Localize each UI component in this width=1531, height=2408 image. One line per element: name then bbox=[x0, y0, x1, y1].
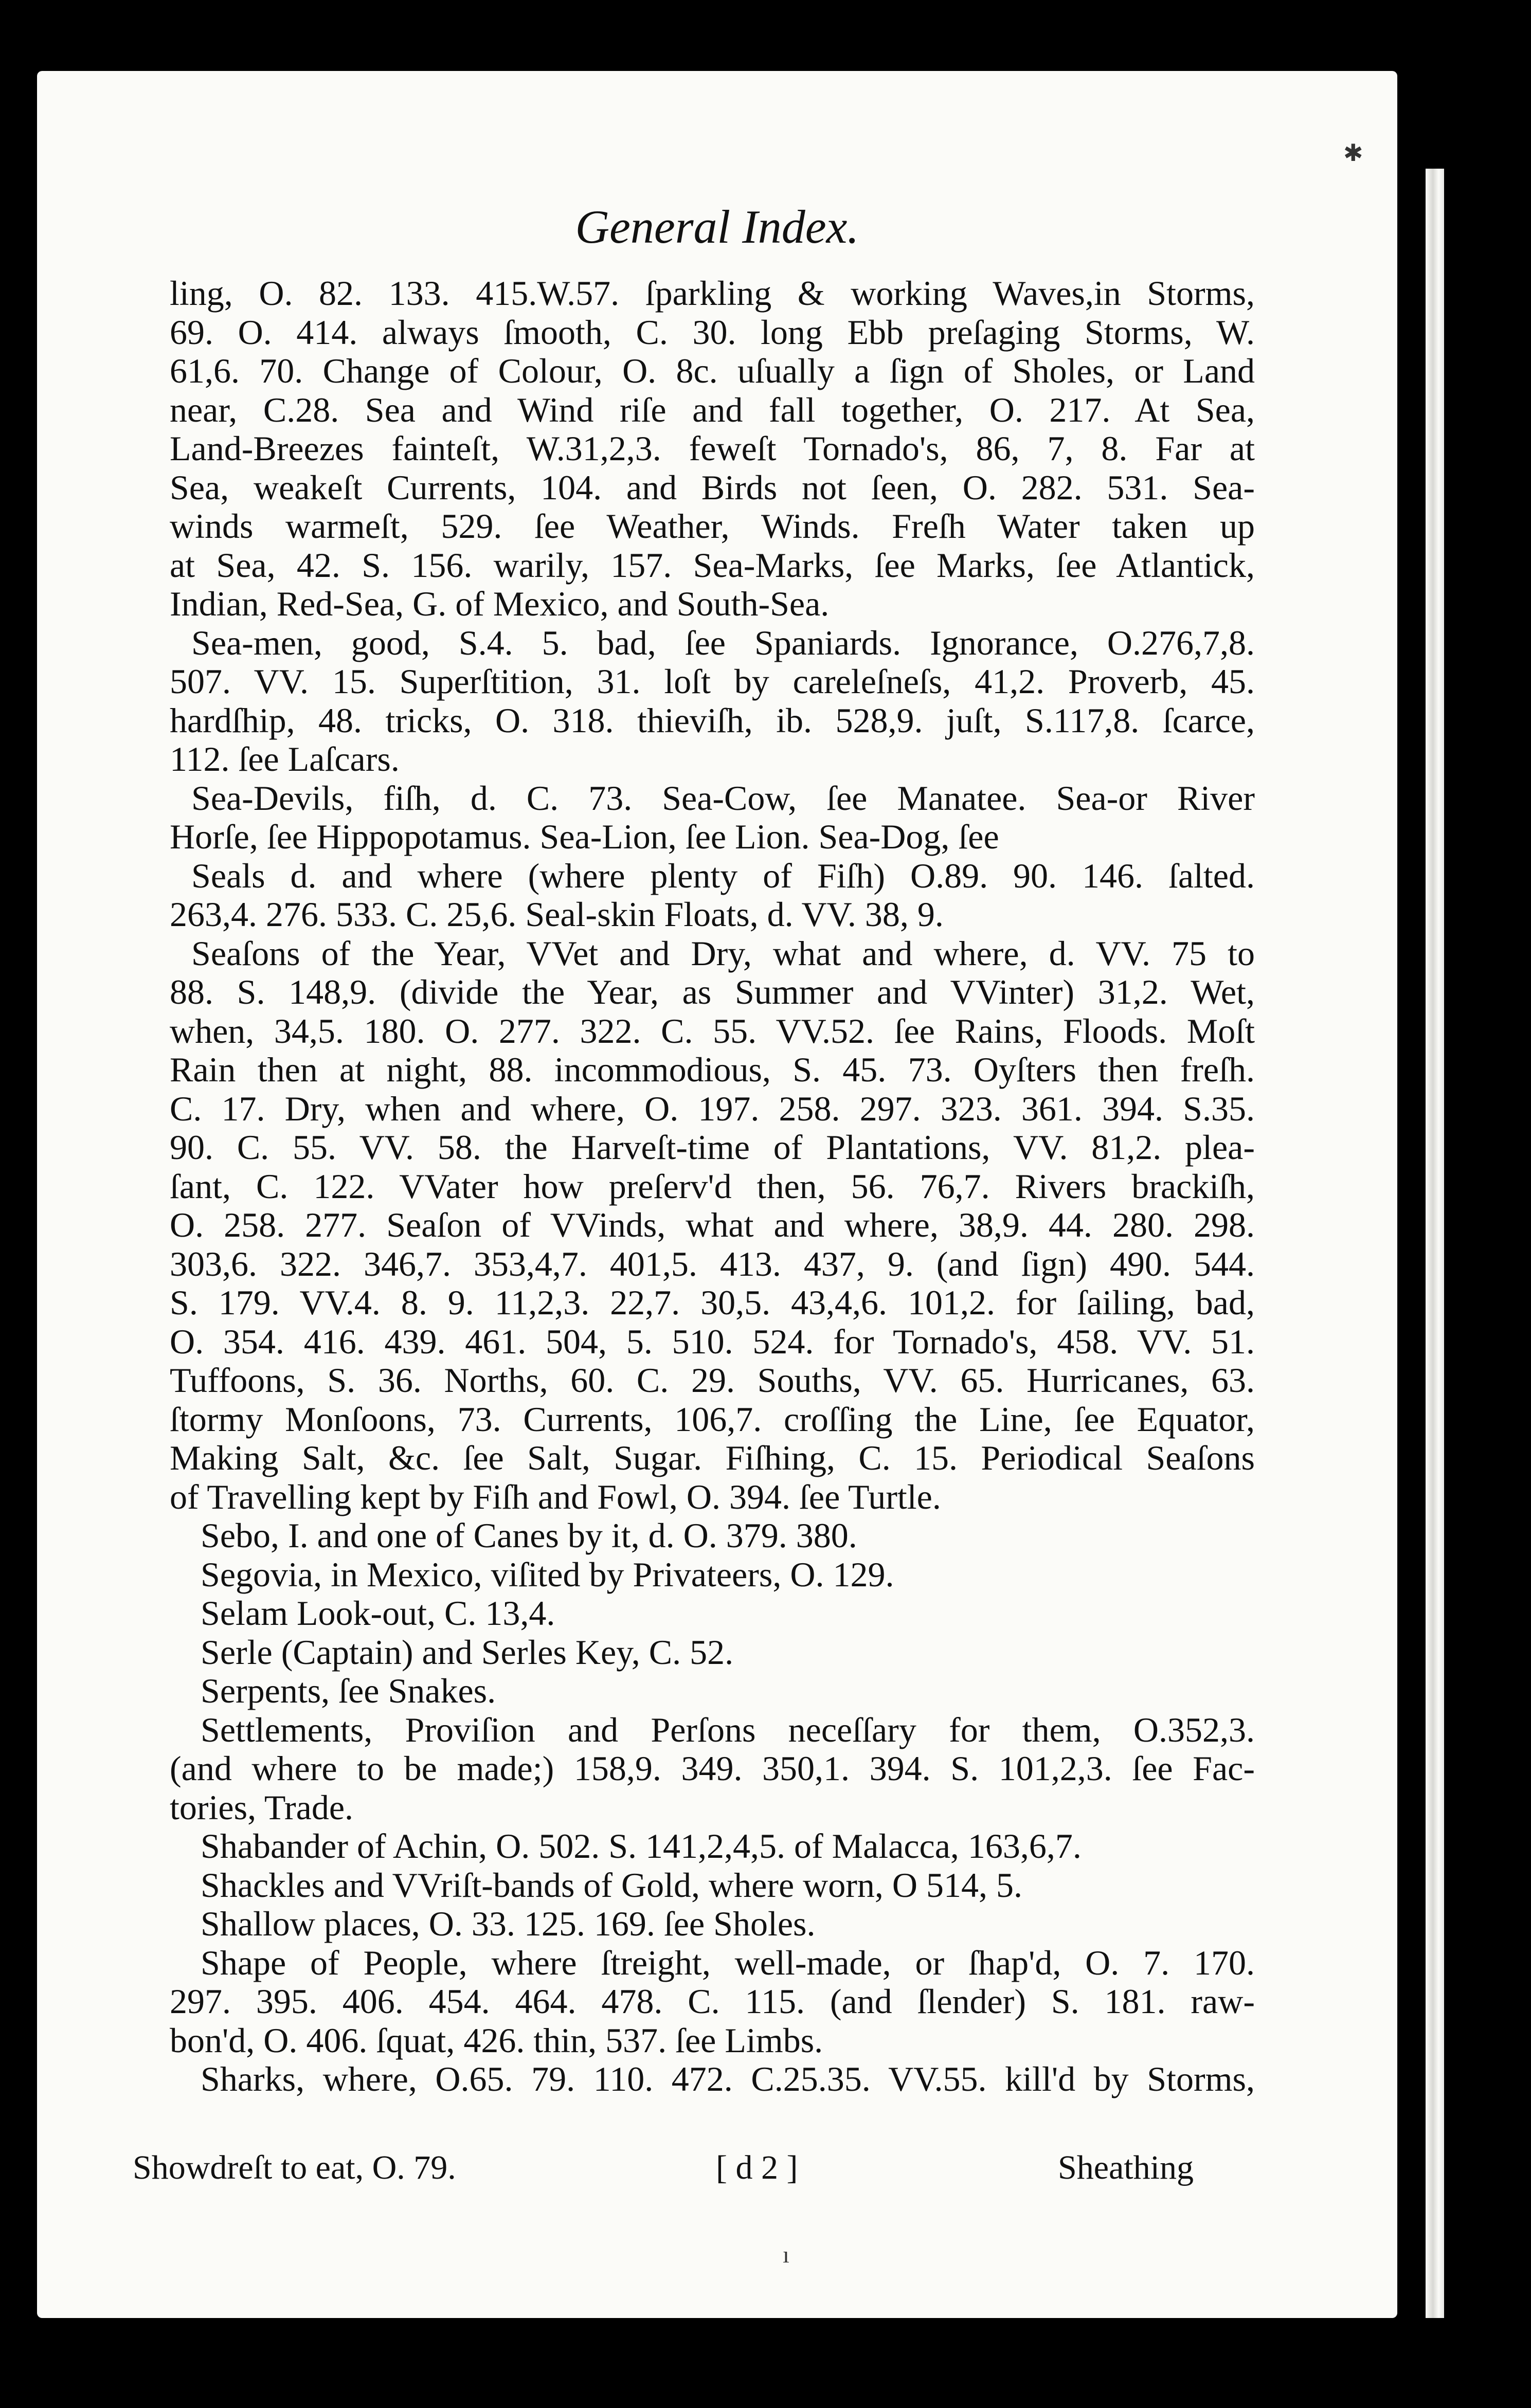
index-line: 303,6. 322. 346,7. 353,4,7. 401,5. 413. 437, 9. (and ſign) 490. 544. bbox=[170, 1244, 1255, 1283]
ink-speck: ı bbox=[783, 2241, 789, 2268]
index-line: O. 258. 277. Seaſon of VVinds, what and where, 38,9. 44. 280. 298. bbox=[170, 1205, 1255, 1244]
ink-speck: ✱ bbox=[1343, 140, 1363, 166]
index-page bbox=[37, 71, 1397, 2318]
index-line: Segovia, in Mexico, viſited by Privateers, O. 129. bbox=[201, 1554, 894, 1594]
index-line: Sea-Devils, fiſh, d. C. 73. Sea-Cow, ſee Manatee. Sea-or River bbox=[191, 778, 1255, 818]
index-line: Selam Look-out, C. 13,4. bbox=[201, 1594, 555, 1633]
index-line: Sebo, I. and one of Canes by it, d. O. 379. 380. bbox=[201, 1516, 857, 1555]
index-line: of Travelling kept by Fiſh and Fowl, O. 394. ſee Turtle. bbox=[170, 1477, 941, 1516]
index-line: 90. C. 55. VV. 58. the Harveſt-time of Plantations, VV. 81,2. plea- bbox=[170, 1128, 1255, 1167]
index-line: when, 34,5. 180. O. 277. 322. C. 55. VV.52. ſee Rains, Floods. Moſt bbox=[170, 1011, 1255, 1051]
index-line: Shabander of Achin, O. 502. S. 141,2,4,5. of Malacca, 163,6,7. bbox=[201, 1826, 1082, 1866]
index-line: winds warmeſt, 529. ſee Weather, Winds. Freſh Water taken up bbox=[170, 506, 1255, 546]
index-line: Seaſons of the Year, VVet and Dry, what and where, d. VV. 75 to bbox=[191, 933, 1255, 973]
index-line: Seals d. and where (where plenty of Fiſh) O.89. 90. 146. ſalted. bbox=[191, 856, 1255, 895]
signature-mark: [ d 2 ] bbox=[716, 2149, 798, 2186]
index-line: Tuffoons, S. 36. Norths, 60. C. 29. Souths, VV. 65. Hurricanes, 63. bbox=[170, 1361, 1255, 1400]
index-line: Serpents, ſee Snakes. bbox=[201, 1671, 496, 1710]
index-line: tories, Trade. bbox=[170, 1787, 353, 1827]
index-line: 88. S. 148,9. (divide the Year, as Summer and VVinter) 31,2. Wet, bbox=[170, 972, 1255, 1011]
index-line: 112. ſee Laſcars. bbox=[170, 739, 400, 778]
index-line: bon'd, O. 406. ſquat, 426. thin, 537. ſee Limbs. bbox=[170, 2020, 823, 2060]
index-line: Shallow places, O. 33. 125. 169. ſee Sholes. bbox=[201, 1904, 816, 1943]
index-line: C. 17. Dry, when and where, O. 197. 258. 297. 323. 361. 394. S.35. bbox=[170, 1089, 1255, 1128]
index-line: Rain then at night, 88. incommodious, S. 45. 73. Oyſters then freſh. bbox=[170, 1050, 1255, 1089]
index-line: 263,4. 276. 533. C. 25,6. Seal-skin Floats, d. VV. 38, 9. bbox=[170, 895, 944, 934]
index-line: 69. O. 414. always ſmooth, C. 30. long Ebb preſaging Storms, W. bbox=[170, 312, 1255, 352]
index-line: Land-Breezes fainteſt, W.31,2,3. feweſt Tornado's, 86, 7, 8. Far at bbox=[170, 429, 1255, 468]
page-spine-shadow bbox=[1426, 169, 1444, 2318]
index-line: Shackles and VVriſt-bands of Gold, where worn, O 514, 5. bbox=[201, 1865, 1023, 1905]
page-heading: General Index. bbox=[575, 201, 859, 253]
index-line: 507. VV. 15. Superſtition, 31. loſt by careleſneſs, 41,2. Proverb, 45. bbox=[170, 662, 1255, 701]
index-line: near, C.28. Sea and Wind riſe and fall together, O. 217. At Sea, bbox=[170, 390, 1255, 429]
index-line: Making Salt, &c. ſee Salt, Sugar. Fiſhing, C. 15. Periodical Seaſons bbox=[170, 1438, 1255, 1477]
index-line: Sea-men, good, S.4. 5. bad, ſee Spaniards. Ignorance, O.276,7,8. bbox=[191, 623, 1255, 662]
index-line: Sea, weakeſt Currents, 104. and Birds not ſeen, O. 282. 531. Sea- bbox=[170, 467, 1255, 507]
index-line: Horſe, ſee Hippopotamus. Sea-Lion, ſee Lion. Sea-Dog, ſee bbox=[170, 817, 999, 856]
index-line: Settlements, Proviſion and Perſons neceſſary for them, O.352,3. bbox=[201, 1710, 1255, 1749]
index-line: 297. 395. 406. 454. 464. 478. C. 115. (and ſlender) S. 181. raw- bbox=[170, 1982, 1255, 2021]
index-line: ſant, C. 122. VVater how preſerv'd then, 56. 76,7. Rivers brackiſh, bbox=[170, 1166, 1255, 1206]
index-line: (and where to be made;) 158,9. 349. 350,1. 394. S. 101,2,3. ſee Fac- bbox=[170, 1749, 1255, 1788]
catch-line: Showdreſt to eat, O. 79. bbox=[133, 2149, 456, 2186]
index-line: S. 179. VV.4. 8. 9. 11,2,3. 22,7. 30,5. 43,4,6. 101,2. for ſailing, bad, bbox=[170, 1283, 1255, 1322]
catchword: Sheathing bbox=[1058, 2149, 1194, 2186]
index-line: at Sea, 42. S. 156. warily, 157. Sea-Marks, ſee Marks, ſee Atlantick, bbox=[170, 545, 1255, 585]
index-line: Sharks, where, O.65. 79. 110. 472. C.25.35. VV.55. kill'd by Storms, bbox=[201, 2059, 1255, 2098]
index-text-block bbox=[170, 274, 1255, 2099]
index-line: ſtormy Monſoons, 73. Currents, 106,7. croſſing the Line, ſee Equator, bbox=[170, 1399, 1255, 1439]
index-line: O. 354. 416. 439. 461. 504, 5. 510. 524. for Tornado's, 458. VV. 51. bbox=[170, 1321, 1255, 1361]
index-line: Serle (Captain) and Serles Key, C. 52. bbox=[201, 1632, 734, 1672]
index-line: 61,6. 70. Change of Colour, O. 8c. uſually a ſign of Sholes, or Land bbox=[170, 351, 1255, 390]
index-line: ling, O. 82. 133. 415.W.57. ſparkling & working Waves,in Storms, bbox=[170, 274, 1255, 313]
index-line: hardſhip, 48. tricks, O. 318. thieviſh, ib. 528,9. juſt, S.117,8. ſcarce, bbox=[170, 700, 1255, 740]
index-line: Indian, Red-Sea, G. of Mexico, and South-Sea. bbox=[170, 584, 830, 623]
index-line: Shape of People, where ſtreight, well-made, or ſhap'd, O. 7. 170. bbox=[201, 1943, 1255, 1982]
